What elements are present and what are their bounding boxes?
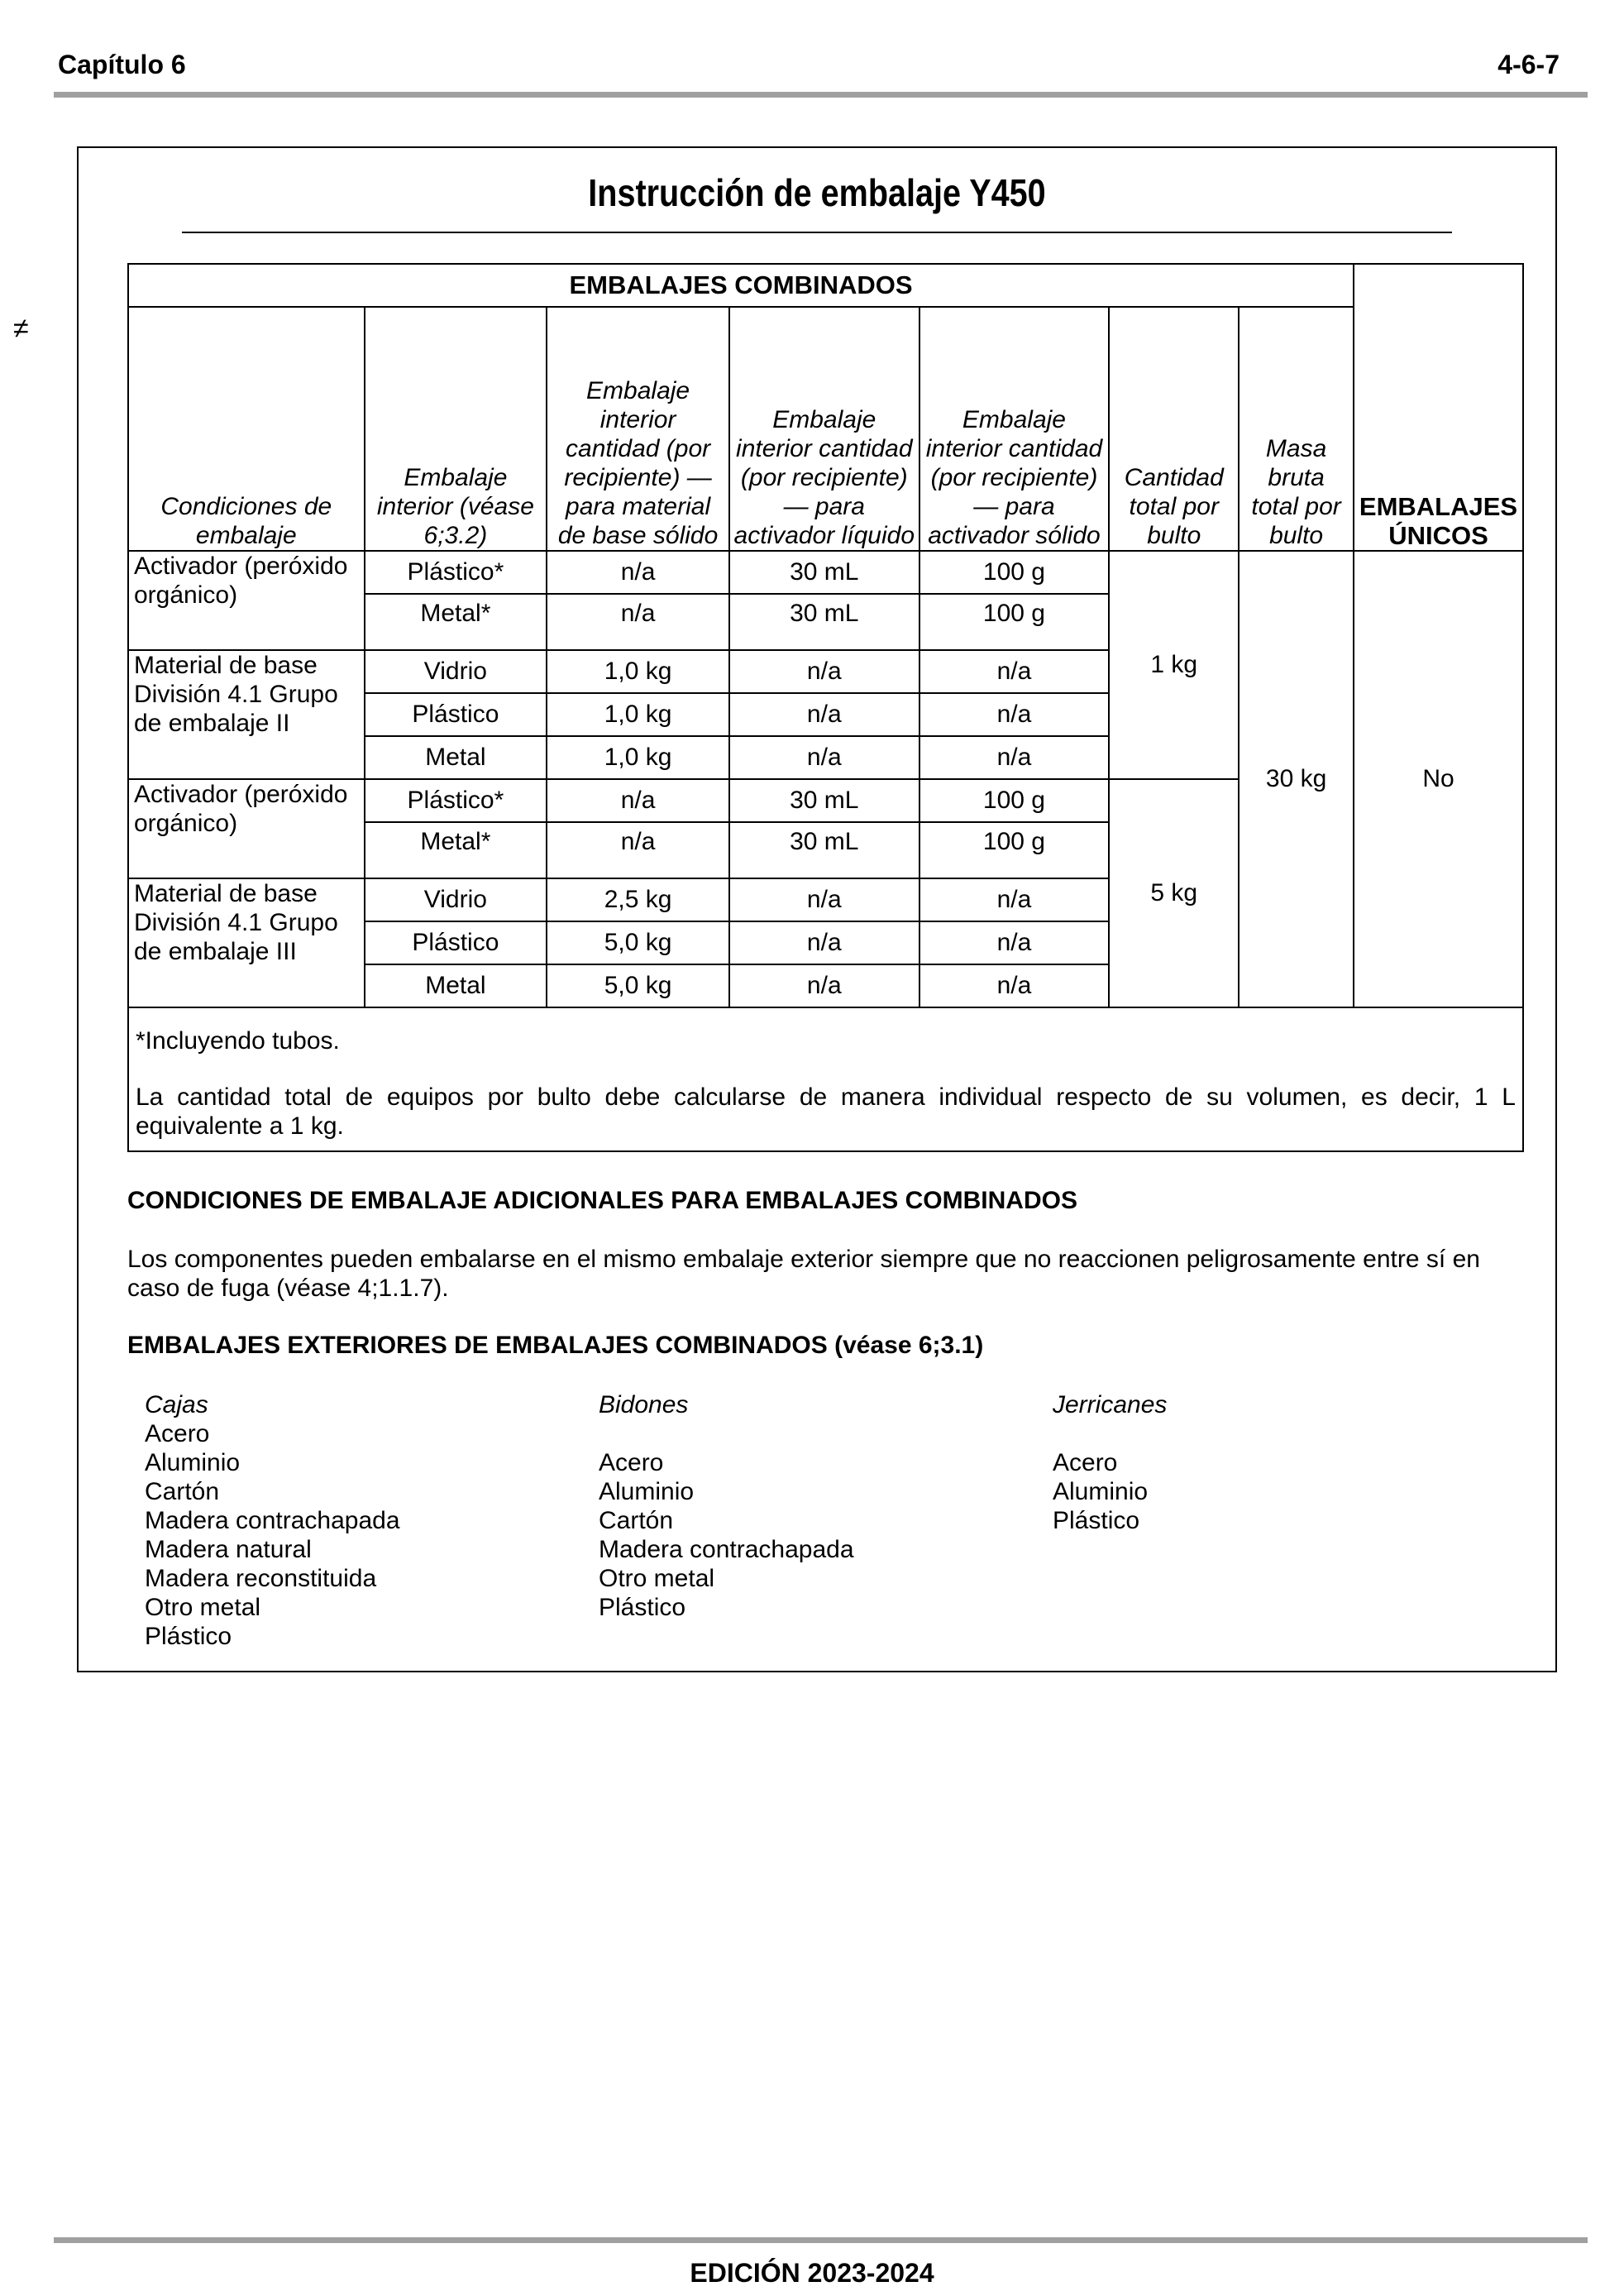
table-cell: 30 mL — [729, 594, 919, 650]
packing-instruction-frame — [77, 146, 1557, 1672]
list-item: Cartón — [599, 1507, 674, 1534]
condition-cell: Material de base División 4.1 Grupo de embalaje II — [128, 650, 365, 779]
table-cell: Metal* — [365, 822, 547, 878]
table-cell: Plástico* — [365, 551, 547, 594]
additional-conditions-text: Los componentes pueden embalarse en el mismo embalaje exterior siempre que no reaccionen peligrosamente entre sí en caso de fuga (véase 4;1.1.7). — [127, 1246, 1480, 1302]
table-cell: n/a — [547, 594, 729, 650]
list-item: Madera contrachapada — [599, 1536, 854, 1563]
table-cell: Metal* — [365, 594, 547, 650]
table-cell: 1,0 kg — [547, 693, 729, 736]
col-header-liquid-activator: Embalaje interior cantidad (por recipiente) — para activador líquido — [729, 307, 919, 551]
table-cell: 2,5 kg — [547, 878, 729, 921]
gross-mass-cell: 30 kg — [1239, 551, 1354, 1007]
outer-list-drums — [599, 1390, 854, 1622]
table-cell: Plástico* — [365, 779, 547, 822]
list-item: Cartón — [145, 1478, 220, 1505]
outer-list-boxes — [145, 1390, 400, 1651]
table-cell: 1,0 kg — [547, 650, 729, 693]
edition-footer: EDICIÓN 2023-2024 — [690, 2258, 934, 2288]
col-header-solid-activator: Embalaje interior cantidad (por recipiente) — para activador sólido — [919, 307, 1110, 551]
list-item: Aluminio — [1053, 1478, 1149, 1505]
table-cell: 100 g — [919, 779, 1110, 822]
list-item: Otro metal — [599, 1565, 715, 1592]
condition-cell: Activador (peróxido orgánico) — [128, 551, 365, 650]
packing-table — [127, 263, 1524, 1152]
list-title: Bidones — [599, 1391, 689, 1418]
list-item: Madera natural — [145, 1536, 312, 1563]
list-item: Acero — [599, 1449, 664, 1476]
list-item: Madera reconstituida — [145, 1565, 377, 1592]
single-packaging-cell: No — [1354, 551, 1523, 1007]
page-number: 4-6-7 — [1497, 50, 1560, 79]
table-cell: n/a — [729, 650, 919, 693]
col-header-inner-packaging: Embalaje interior (véase 6;3.2) — [365, 307, 547, 551]
list-item: Otro metal — [145, 1594, 261, 1621]
list-item: Acero — [145, 1420, 210, 1447]
list-item: Acero — [1053, 1449, 1118, 1476]
table-cell: n/a — [729, 878, 919, 921]
total-quantity-cell: 1 kg — [1109, 551, 1239, 779]
table-cell: 30 mL — [729, 779, 919, 822]
page-title: Instrucción de embalaje Y450 — [182, 148, 1452, 233]
note-tubes: *Incluyendo tubos. — [136, 1027, 340, 1055]
condition-cell: Material de base División 4.1 Grupo de embalaje III — [128, 878, 365, 1007]
table-cell: Metal — [365, 736, 547, 779]
table-cell: 5,0 kg — [547, 964, 729, 1007]
outer-packagings-title: EMBALAJES EXTERIORES DE EMBALAJES COMBINADOS (véase 6;3.1) — [127, 1332, 984, 1359]
table-cell: 100 g — [919, 551, 1110, 594]
outer-list-jerricans — [1053, 1390, 1167, 1535]
combined-packagings-header: EMBALAJES COMBINADOS — [128, 264, 1354, 307]
table-cell: Metal — [365, 964, 547, 1007]
table-cell: n/a — [919, 736, 1110, 779]
note-volume: La cantidad total de equipos por bulto debe calcularse de manera individual respecto de su volumen, es decir, 1 L equivalente a 1 kg. — [136, 1083, 1516, 1140]
list-item: Aluminio — [145, 1449, 241, 1476]
table-cell: n/a — [547, 551, 729, 594]
table-cell: n/a — [919, 693, 1110, 736]
total-quantity-cell: 5 kg — [1109, 779, 1239, 1007]
chapter-label: Capítulo 6 — [58, 50, 186, 79]
table-cell: 1,0 kg — [547, 736, 729, 779]
table-cell: 100 g — [919, 822, 1110, 878]
table-cell: 5,0 kg — [547, 921, 729, 964]
table-cell: n/a — [729, 736, 919, 779]
table-cell: n/a — [547, 779, 729, 822]
col-header-solid-base: Embalaje interior cantidad (por recipiente) — para material de base sólido — [547, 307, 729, 551]
table-cell: n/a — [729, 921, 919, 964]
table-cell: Vidrio — [365, 878, 547, 921]
table-row — [128, 551, 1523, 594]
table-cell: n/a — [919, 650, 1110, 693]
table-cell: n/a — [547, 822, 729, 878]
list-item: Madera contrachapada — [145, 1507, 400, 1534]
col-header-total-quantity: Cantidad total por bulto — [1109, 307, 1239, 551]
change-mark: ≠ — [13, 313, 29, 344]
list-item: Aluminio — [599, 1478, 695, 1505]
footer-rule — [54, 2237, 1588, 2243]
col-header-conditions: Condiciones de embalaje — [128, 307, 365, 551]
table-cell: Plástico — [365, 921, 547, 964]
table-cell: n/a — [919, 878, 1110, 921]
list-item: Plástico — [1053, 1507, 1140, 1534]
list-item: Plástico — [599, 1594, 686, 1621]
table-cell: 30 mL — [729, 551, 919, 594]
single-packagings-header: EMBALAJES ÚNICOS — [1354, 264, 1523, 551]
table-cell: Plástico — [365, 693, 547, 736]
table-cell: n/a — [919, 921, 1110, 964]
table-cell: 100 g — [919, 594, 1110, 650]
list-item: Plástico — [145, 1623, 232, 1650]
header-rule — [54, 92, 1588, 98]
table-cell: Vidrio — [365, 650, 547, 693]
additional-conditions-title: CONDICIONES DE EMBALAJE ADICIONALES PARA EMBALAJES COMBINADOS — [127, 1187, 1077, 1214]
list-title: Cajas — [145, 1391, 208, 1418]
table-cell: n/a — [729, 964, 919, 1007]
list-title: Jerricanes — [1053, 1391, 1168, 1418]
table-cell: 30 mL — [729, 822, 919, 878]
condition-cell: Activador (peróxido orgánico) — [128, 779, 365, 878]
table-cell: n/a — [919, 964, 1110, 1007]
table-notes — [128, 1007, 1523, 1151]
table-cell: n/a — [729, 693, 919, 736]
col-header-gross-mass: Masa bruta total por bulto — [1239, 307, 1354, 551]
